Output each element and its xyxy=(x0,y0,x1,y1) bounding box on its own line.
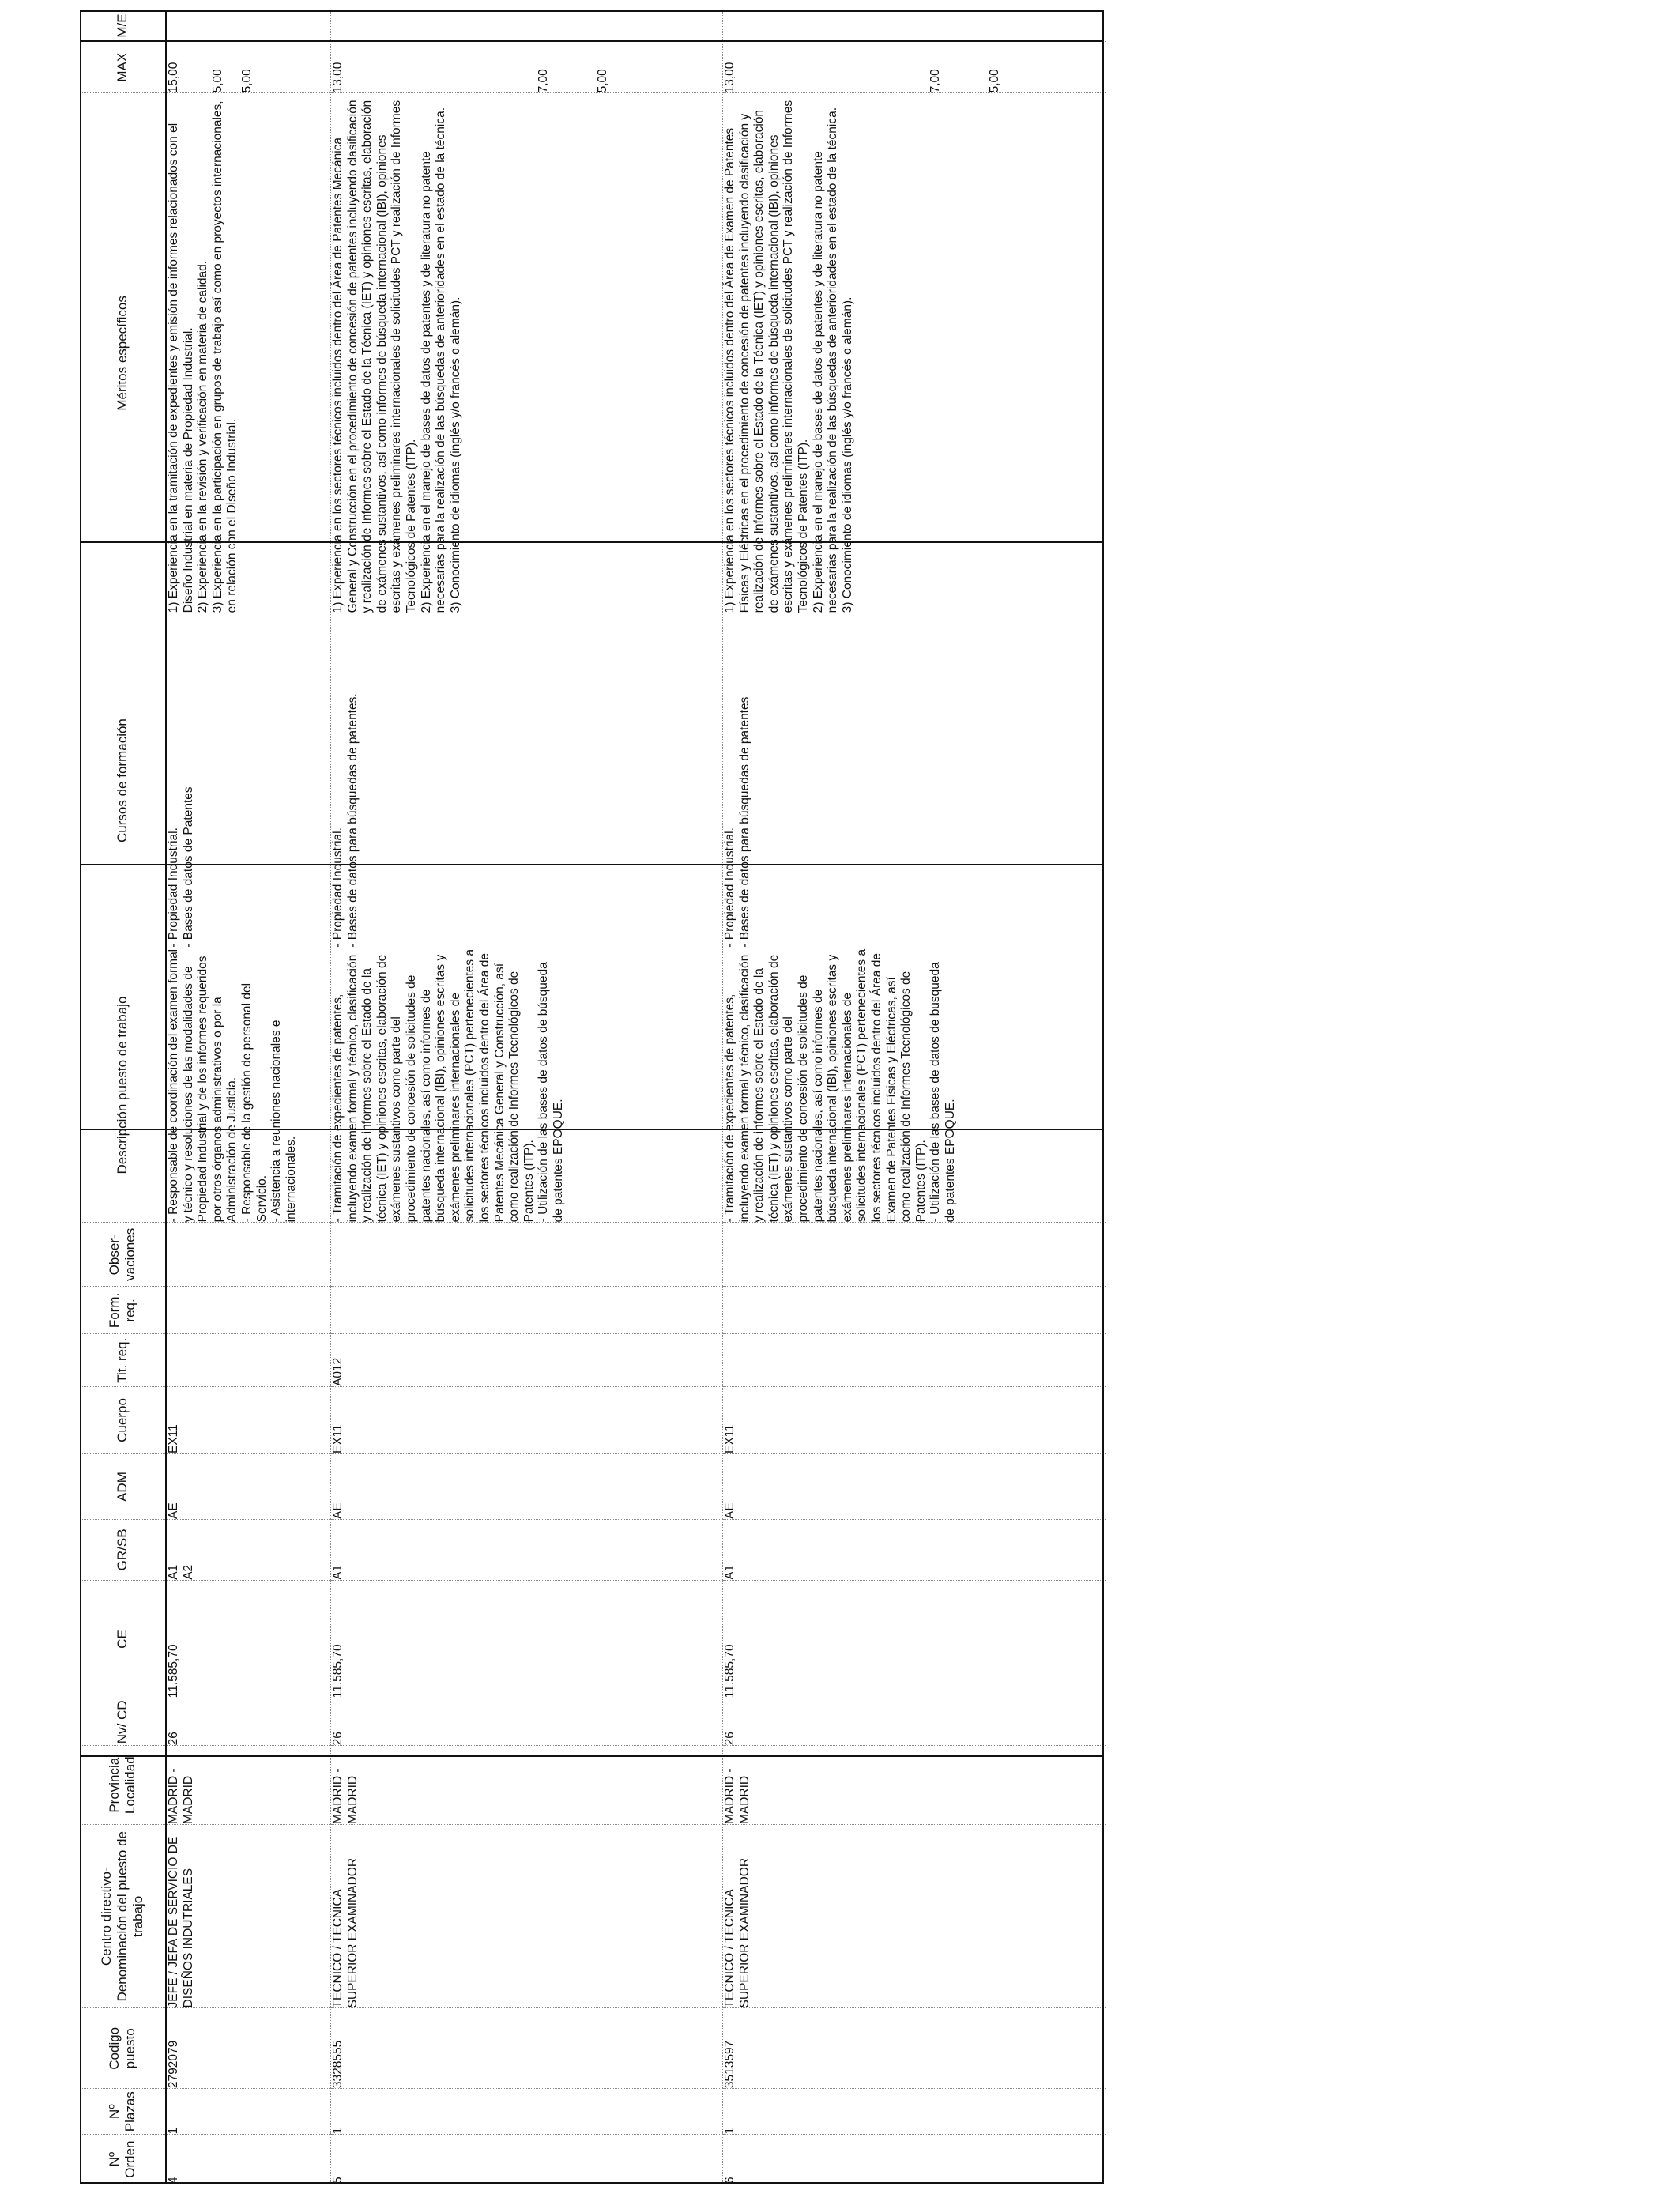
header-formacion: Form. req. xyxy=(80,1287,166,1334)
header-grupo: GR/SB xyxy=(80,1520,166,1581)
cell-titulacion xyxy=(723,1334,1106,1386)
cell-adm: AE xyxy=(723,1454,1106,1520)
header-orden: Nº Orden xyxy=(80,2135,166,2184)
header-nivel: Nv/ CD xyxy=(80,1698,166,1746)
header-max: MAX xyxy=(80,42,166,93)
cell-cuerpo: EX11 xyxy=(331,1386,723,1453)
cell-max: 15,00 5,00 5,00 xyxy=(166,42,331,93)
cell-provincia: MADRID - MADRID xyxy=(166,1746,331,1825)
cell-codigo: 3328555 xyxy=(331,2008,723,2089)
cell-cursos: - Propiedad Industrial. - Bases de datos para búsquedas de patentes. xyxy=(331,613,723,948)
cell-meritos: 1) Experiencia en los sectores técnicos incluidos dentro del Área de Patentes Mecánica General y Construcción en el procedimiento de concesión de patentes incluyendo clasificación y realización de Informes sobre el Estado de la Técnica (IET) y opiniones escritas, elaboración de exámenes sustantivos, así como informes de búsqueda internacional (IBI), opiniones escritas y exámenes preliminares internacionales de solicitudes PCT y realización de Informes Tecnológicos de Patentes (ITP). 2) Experiencia en el manejo de bases de datos de patentes y de literatura no patente necesarias para la realización de las búsquedas de anterioridades en el estado de la técnica. 3) Conocimiento de idiomas (inglés y/o francés o alemán). xyxy=(331,93,723,613)
cell-codigo: 3513597 xyxy=(723,2008,1106,2089)
cell-plazas: 1 xyxy=(166,2089,331,2135)
cell-adm: AE xyxy=(331,1454,723,1520)
cell-ce: 11.585,70 xyxy=(331,1580,723,1698)
cell-max: 13,00 7,00 5,00 xyxy=(723,42,1106,93)
cell-orden: 5 xyxy=(331,2135,723,2184)
cell-grupo: A1 xyxy=(723,1520,1106,1581)
cell-cuerpo: EX11 xyxy=(723,1386,1106,1453)
cell-adm: AE xyxy=(166,1454,331,1520)
cell-centro: TECNICO / TECNICA SUPERIOR EXAMINADOR xyxy=(723,1825,1106,2008)
cell-nivel: 26 xyxy=(723,1698,1106,1746)
header-adm: ADM xyxy=(80,1454,166,1520)
cell-me xyxy=(166,10,331,42)
cell-meritos: 1) Experiencia en la tramitación de expedientes y emisión de informes relacionados con el Diseño Industrial en materia de Propiedad Industrial. 2) Experiencia en la revisión y verificación en materia de calidad. 3) Experiencia en la participación en grupos de trabajo así como en proyectos internacionales, en relación con el Diseño Industrial. xyxy=(166,93,331,613)
cell-me xyxy=(331,10,723,42)
cell-plazas: 1 xyxy=(331,2089,723,2135)
cell-provincia: MADRID - MADRID xyxy=(331,1746,723,1825)
cell-observaciones xyxy=(166,1223,331,1287)
table-row xyxy=(166,10,331,2184)
cell-plazas: 1 xyxy=(723,2089,1106,2135)
header-me: M/E xyxy=(80,10,166,42)
cell-formacion xyxy=(331,1287,723,1334)
table-row xyxy=(723,10,1106,2184)
cell-cursos: - Propiedad Industrial. - Bases de datos de Patentes xyxy=(166,613,331,948)
cell-descripcion: - Tramitación de expedientes de patentes, incluyendo examen formal y técnico, clasificación y realización de informes sobre el Estado de la técnica (IET) y opiniones escritas, elaboración de exámenes sustantivos como parte del procedimiento de concesión de solicitudes de patentes nacionales, así como informes de búsqueda internacional (IBI), opiniones escritas y exámenes preliminares internacionales de solicitudes internacionales (PCT) pertenecientes a los sectores técnicos incluidos dentro del Área de Patentes Mecánica General y Construcción, así como realización de Informes Tecnológicos de Patentes (ITP). - Utilización de las bases de datos de búsqueda de patentes EPOQUE. xyxy=(331,948,723,1223)
cell-descripcion: - Responsable de coordinación del examen formal y técnico y resoluciones de las modalidades de Propiedad Industrial y de los informes requeridos por otros órganos administrativos o por la Administración de Justicia. - Responsable de la gestión de personal del Servicio. - Asistencia a reuniones nacionales e internacionales. xyxy=(166,948,331,1223)
cell-me xyxy=(723,10,1106,42)
cell-grupo: A1 xyxy=(331,1520,723,1581)
cell-nivel: 26 xyxy=(331,1698,723,1746)
cell-grupo: A1 A2 xyxy=(166,1520,331,1581)
cell-titulacion: A012 xyxy=(331,1334,723,1386)
header-provincia: Provincia Localidad xyxy=(80,1746,166,1825)
cell-codigo: 2792079 xyxy=(166,2008,331,2089)
header-plazas: Nº Plazas xyxy=(80,2089,166,2135)
cell-titulacion xyxy=(166,1334,331,1386)
header-codigo: Codigo puesto xyxy=(80,2008,166,2089)
cell-nivel: 26 xyxy=(166,1698,331,1746)
header-cursos: Cursos de formación xyxy=(80,613,166,948)
cell-cursos: - Propiedad Industrial. - Bases de datos para búsquedas de patentes xyxy=(723,613,1106,948)
cell-ce: 11.585,70 xyxy=(166,1580,331,1698)
cell-orden: 4 xyxy=(166,2135,331,2184)
header-descripcion: Descripción puesto de trabajo xyxy=(80,948,166,1223)
header-titulacion: Tit. req. xyxy=(80,1334,166,1386)
cell-observaciones xyxy=(331,1223,723,1287)
cell-formacion xyxy=(166,1287,331,1334)
cell-provincia: MADRID - MADRID xyxy=(723,1746,1106,1825)
cell-centro: JEFE / JEFA DE SERVICIO DE DISEÑOS INDUTRIALES xyxy=(166,1825,331,2008)
cell-ce: 11.585,70 xyxy=(723,1580,1106,1698)
cell-formacion xyxy=(723,1287,1106,1334)
cell-descripcion: - Tramitación de expedientes de patentes, incluyendo examen formal y técnico, clasificación y realización de informes sobre el Estado de la técnica (IET) y opiniones escritas, elaboración de exámenes sustantivos como parte del procedimiento de concesión de solicitudes de patentes nacionales, así como informes de búsqueda internacional (IBI), opiniones escritas y exámenes preliminares internacionales de solicitudes internacionales (PCT) pertenecientes a los sectores técnicos incluidos dentro del Área de Examen de Patentes Físicas y Eléctricas, así como realización de Informes Tecnológicos de Patentes (ITP). - Utilización de las bases de datos de busqueda de patentes EPOQUE. xyxy=(723,948,1106,1223)
vacancy-table xyxy=(80,10,1106,2184)
header-row xyxy=(80,10,166,2184)
header-centro: Centro directivo- Denominación del puesto de trabajo xyxy=(80,1825,166,2008)
cell-meritos: 1) Experiencia en los sectores técnicos incluidos dentro del Área de Examen de Patentes Físicas y Eléctricas en el procedimiento de concesión de patentes incluyendo clasificación y realización de Informes sobre el Estado de la Técnica (IET) y opiniones escritas, elaboración de exámenes sustantivos, así como informes de búsqueda internacional (IBI), opiniones escritas y exámenes preliminares internacionales de solicitudes PCT y realización de Informes Tecnológicos de Patentes (ITP). 2) Experiencia en el manejo de bases de datos de patentes y de literatura no patente necesarias para la realización de las búsquedas de anterioridades en el estado de la técnica. 3) Conocimiento de idiomas (inglés y/o francés o alemán). xyxy=(723,93,1106,613)
header-meritos: Méritos específicos xyxy=(80,93,166,613)
cell-observaciones xyxy=(723,1223,1106,1287)
header-observaciones: Obser- vaciones xyxy=(80,1223,166,1287)
header-ce: CE xyxy=(80,1580,166,1698)
cell-cuerpo: EX11 xyxy=(166,1386,331,1453)
cell-orden: 6 xyxy=(723,2135,1106,2184)
cell-max: 13,00 7,00 5,00 xyxy=(331,42,723,93)
table-row xyxy=(331,10,723,2184)
header-cuerpo: Cuerpo xyxy=(80,1386,166,1453)
cell-centro: TECNICO / TECNICA SUPERIOR EXAMINADOR xyxy=(331,1825,723,2008)
